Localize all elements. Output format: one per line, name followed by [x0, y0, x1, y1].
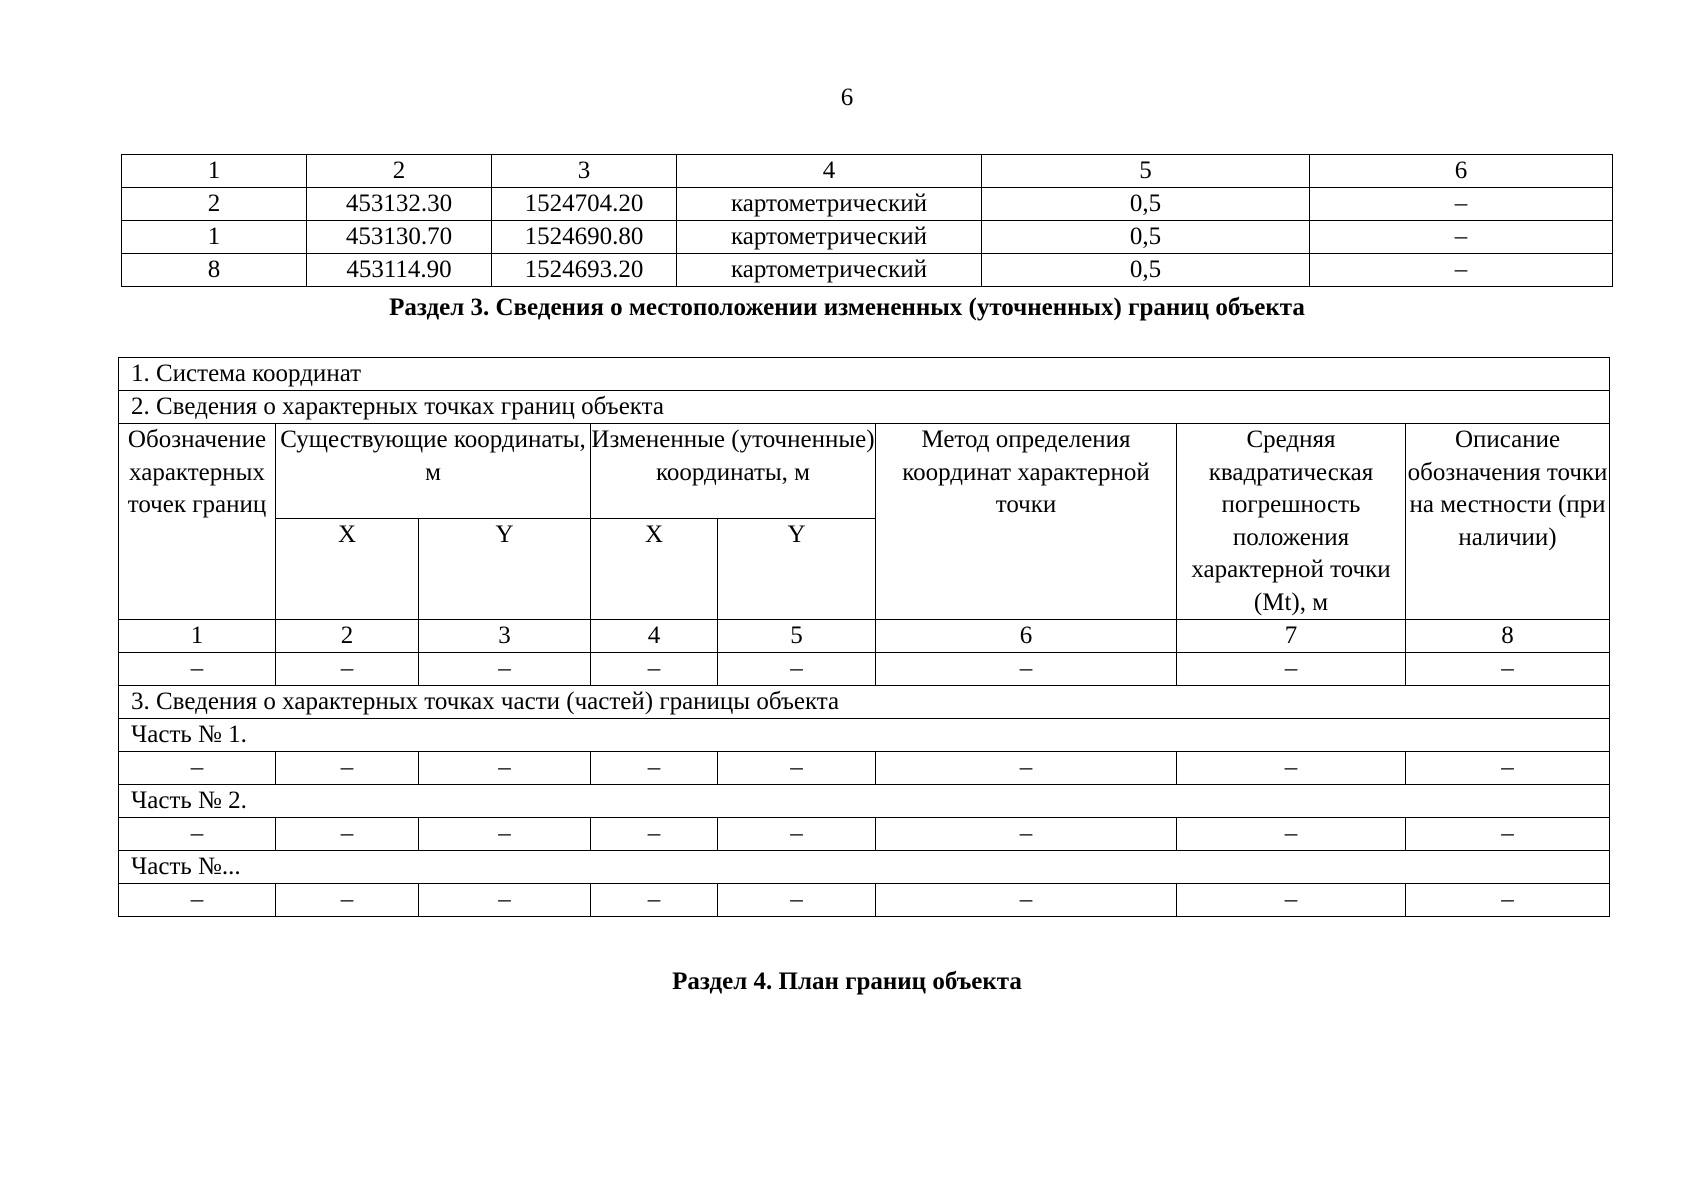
table-cell: 1524690.80: [492, 221, 677, 254]
column-number: 1: [119, 620, 276, 653]
column-number: 3: [419, 620, 591, 653]
table-cell: 1: [122, 155, 307, 188]
table-cell: –: [1310, 254, 1613, 287]
table-row: [122, 221, 1613, 254]
designation-header: Обозначение характерных точек границ: [119, 424, 276, 620]
dash-cell: –: [419, 752, 591, 785]
table-row: [122, 188, 1613, 221]
column-number-row: [119, 620, 1610, 653]
dash-cell: –: [119, 818, 276, 851]
dash-cell: –: [876, 818, 1177, 851]
table-cell: –: [1310, 188, 1613, 221]
dash-cell: –: [718, 884, 876, 917]
table-cell: 453132.30: [307, 188, 492, 221]
dash-cell: –: [1406, 818, 1610, 851]
dash-cell: –: [1177, 752, 1406, 785]
table-cell: 8: [122, 254, 307, 287]
changed-y-header: Y: [718, 519, 876, 620]
table-row: [119, 653, 1610, 686]
dash-cell: –: [876, 653, 1177, 686]
dash-cell: –: [1406, 752, 1610, 785]
existing-x-header: X: [276, 519, 419, 620]
boundary-points-table: [118, 357, 1610, 917]
parts-heading-row: 3. Сведения о характерных точках части (частей) границы объекта: [119, 686, 1610, 719]
table-cell: 1524704.20: [492, 188, 677, 221]
table-row: [119, 884, 1610, 917]
error-header: Средняя квадратическая погрешность положения характерной точки (Mt), м: [1177, 424, 1406, 620]
section-4-title: Раздел 4. План границ объекта: [672, 968, 1022, 995]
dash-cell: –: [1177, 818, 1406, 851]
dash-cell: –: [276, 818, 419, 851]
dash-cell: –: [718, 818, 876, 851]
table-cell: 4: [677, 155, 982, 188]
dash-cell: –: [1406, 884, 1610, 917]
table-cell: картометрический: [677, 188, 982, 221]
dash-cell: –: [591, 884, 718, 917]
dash-cell: –: [876, 884, 1177, 917]
table-cell: –: [1310, 221, 1613, 254]
existing-y-header: Y: [419, 519, 591, 620]
column-number: 5: [718, 620, 876, 653]
table-cell: 0,5: [982, 188, 1310, 221]
column-number: 7: [1177, 620, 1406, 653]
column-number: 2: [276, 620, 419, 653]
dash-cell: –: [1406, 653, 1610, 686]
dash-cell: –: [591, 818, 718, 851]
dash-cell: –: [276, 884, 419, 917]
description-header: Описание обозначения точки на местности (при наличии): [1406, 424, 1610, 620]
table-row: [119, 818, 1610, 851]
table-cell: 1524693.20: [492, 254, 677, 287]
dash-cell: –: [718, 752, 876, 785]
table-row: [122, 254, 1613, 287]
table-row: [119, 752, 1610, 785]
dash-cell: –: [119, 752, 276, 785]
table-cell: картометрический: [677, 254, 982, 287]
table-cell: 453114.90: [307, 254, 492, 287]
table-cell: картометрический: [677, 221, 982, 254]
table-cell: 2: [122, 188, 307, 221]
column-number-row: [122, 155, 1613, 188]
table-cell: 5: [982, 155, 1310, 188]
table-cell: 6: [1310, 155, 1613, 188]
dash-cell: –: [119, 884, 276, 917]
dash-cell: –: [1177, 884, 1406, 917]
dash-cell: –: [419, 884, 591, 917]
part-label-row: Часть №...: [119, 851, 1610, 884]
part-label-row: Часть № 2.: [119, 785, 1610, 818]
existing-coordinates-header: Существующие координаты, м: [276, 424, 591, 519]
method-header: Метод определения координат характерной точки: [876, 424, 1177, 620]
column-number: 6: [876, 620, 1177, 653]
changed-x-header: X: [591, 519, 718, 620]
table-cell: 453130.70: [307, 221, 492, 254]
section-3-title: Раздел 3. Сведения о местоположении измененных (уточненных) границ объекта: [389, 294, 1305, 321]
dash-cell: –: [591, 752, 718, 785]
table-cell: 0,5: [982, 221, 1310, 254]
points-heading-row: 2. Сведения о характерных точках границ объекта: [119, 391, 1610, 424]
dash-cell: –: [276, 653, 419, 686]
table-cell: 0,5: [982, 254, 1310, 287]
coordinate-system-row: 1. Система координат: [119, 358, 1610, 391]
part-label-row: Часть № 1.: [119, 719, 1610, 752]
dash-cell: –: [876, 752, 1177, 785]
dash-cell: –: [591, 653, 718, 686]
dash-cell: –: [1177, 653, 1406, 686]
dash-cell: –: [419, 818, 591, 851]
top-coordinates-table: [121, 154, 1613, 287]
column-number: 8: [1406, 620, 1610, 653]
dash-cell: –: [119, 653, 276, 686]
table-cell: 3: [492, 155, 677, 188]
dash-cell: –: [276, 752, 419, 785]
dash-cell: –: [718, 653, 876, 686]
changed-coordinates-header: Измененные (уточненные) координаты, м: [591, 424, 876, 519]
dash-cell: –: [419, 653, 591, 686]
table-cell: 2: [307, 155, 492, 188]
column-number: 4: [591, 620, 718, 653]
page-number: 6: [840, 84, 854, 111]
table-cell: 1: [122, 221, 307, 254]
